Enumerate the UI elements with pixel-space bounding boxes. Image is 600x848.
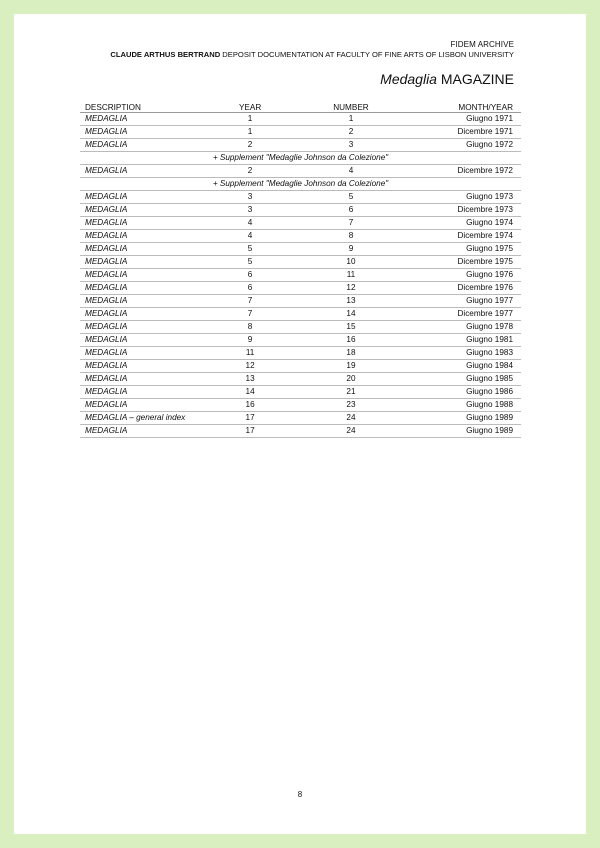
table-row: [80, 334, 521, 347]
cell-number: 7: [291, 217, 412, 230]
cell-year: 16: [210, 399, 291, 412]
cell-year: 4: [210, 230, 291, 243]
table-row: [80, 243, 521, 256]
deposit-header-text: DEPOSIT DOCUMENTATION AT FACULTY OF FINE ARTS OF LISBON UNIVERSITY: [220, 50, 514, 59]
table-row: [80, 282, 521, 295]
cell-description: MEDAGLIA: [80, 256, 210, 269]
cell-description: MEDAGLIA: [80, 347, 210, 360]
column-header-year: YEAR: [210, 101, 291, 113]
cell-year: 1: [210, 126, 291, 139]
cell-description: MEDAGLIA: [80, 334, 210, 347]
cell-number: 8: [291, 230, 412, 243]
cell-year: 7: [210, 308, 291, 321]
cell-year: 9: [210, 334, 291, 347]
supplement-note: + Supplement "Medaglie Johnson da Colezione": [80, 152, 521, 165]
column-header-number: NUMBER: [291, 101, 412, 113]
cell-number: 14: [291, 308, 412, 321]
cell-number: 20: [291, 373, 412, 386]
table-row: [80, 126, 521, 139]
table-row: [80, 139, 521, 152]
cell-year: 12: [210, 360, 291, 373]
table-header-row: [80, 101, 521, 113]
table-row: [80, 386, 521, 399]
cell-description: MEDAGLIA: [80, 321, 210, 334]
table-row: [80, 399, 521, 412]
cell-year: 11: [210, 347, 291, 360]
table-row: [80, 321, 521, 334]
cell-month-year: Giugno 1989: [411, 412, 521, 425]
table-row: [80, 256, 521, 269]
cell-year: 6: [210, 282, 291, 295]
cell-number: 11: [291, 269, 412, 282]
table-row: [80, 412, 521, 425]
cell-number: 5: [291, 191, 412, 204]
table-row: [80, 204, 521, 217]
cell-number: 12: [291, 282, 412, 295]
cell-month-year: Dicembre 1976: [411, 282, 521, 295]
supplement-row: [80, 178, 521, 191]
cell-month-year: Giugno 1975: [411, 243, 521, 256]
holdings-table: [80, 101, 521, 438]
cell-number: 24: [291, 425, 412, 438]
cell-year: 13: [210, 373, 291, 386]
column-header-month-year: MONTH/YEAR: [411, 101, 521, 113]
cell-description: MEDAGLIA: [80, 373, 210, 386]
cell-number: 21: [291, 386, 412, 399]
cell-number: 15: [291, 321, 412, 334]
table-row: [80, 295, 521, 308]
cell-description: MEDAGLIA: [80, 386, 210, 399]
cell-description: MEDAGLIA: [80, 399, 210, 412]
table-row: [80, 425, 521, 438]
cell-year: 4: [210, 217, 291, 230]
deposit-header-name: CLAUDE ARTHUS BERTRAND: [110, 50, 221, 59]
table-row: [80, 373, 521, 386]
cell-year: 14: [210, 386, 291, 399]
cell-month-year: Giugno 1986: [411, 386, 521, 399]
cell-description: MEDAGLIA: [80, 165, 210, 178]
cell-month-year: Giugno 1981: [411, 334, 521, 347]
cell-number: 4: [291, 165, 412, 178]
table-row: [80, 217, 521, 230]
cell-year: 7: [210, 295, 291, 308]
table-row: [80, 191, 521, 204]
cell-month-year: Giugno 1976: [411, 269, 521, 282]
cell-year: 5: [210, 256, 291, 269]
cell-number: 19: [291, 360, 412, 373]
cell-month-year: Dicembre 1971: [411, 126, 521, 139]
cell-month-year: Giugno 1985: [411, 373, 521, 386]
cell-month-year: Giugno 1984: [411, 360, 521, 373]
document-page: [14, 14, 586, 834]
page-title: [380, 71, 514, 87]
cell-number: 18: [291, 347, 412, 360]
cell-month-year: Giugno 1988: [411, 399, 521, 412]
table-body: [80, 113, 521, 438]
cell-month-year: Giugno 1989: [411, 425, 521, 438]
cell-month-year: Dicembre 1974: [411, 230, 521, 243]
cell-year: 8: [210, 321, 291, 334]
cell-description: MEDAGLIA: [80, 126, 210, 139]
cell-description: MEDAGLIA – general index: [80, 412, 210, 425]
table-row: [80, 308, 521, 321]
cell-description: MEDAGLIA: [80, 425, 210, 438]
cell-description: MEDAGLIA: [80, 204, 210, 217]
cell-month-year: Giugno 1972: [411, 139, 521, 152]
cell-description: MEDAGLIA: [80, 308, 210, 321]
cell-month-year: Giugno 1978: [411, 321, 521, 334]
cell-number: 1: [291, 113, 412, 126]
table-row: [80, 269, 521, 282]
page-number: 8: [297, 790, 303, 799]
cell-number: 9: [291, 243, 412, 256]
page-title-rest: MAGAZINE: [436, 71, 514, 87]
table-row: [80, 347, 521, 360]
cell-month-year: Dicembre 1972: [411, 165, 521, 178]
cell-month-year: Dicembre 1973: [411, 204, 521, 217]
cell-description: MEDAGLIA: [80, 282, 210, 295]
cell-description: MEDAGLIA: [80, 113, 210, 126]
cell-year: 2: [210, 139, 291, 152]
cell-number: 6: [291, 204, 412, 217]
cell-year: 3: [210, 191, 291, 204]
cell-year: 17: [210, 425, 291, 438]
cell-description: MEDAGLIA: [80, 191, 210, 204]
table-row: [80, 360, 521, 373]
cell-description: MEDAGLIA: [80, 269, 210, 282]
table-row: [80, 113, 521, 126]
cell-year: 3: [210, 204, 291, 217]
column-header-description: DESCRIPTION: [80, 101, 210, 113]
cell-number: 10: [291, 256, 412, 269]
cell-number: 3: [291, 139, 412, 152]
cell-month-year: Giugno 1973: [411, 191, 521, 204]
cell-year: 1: [210, 113, 291, 126]
supplement-note: + Supplement "Medaglie Johnson da Colezione": [80, 178, 521, 191]
page-title-italic: Medaglia: [380, 71, 437, 87]
cell-description: MEDAGLIA: [80, 243, 210, 256]
table-row: [80, 230, 521, 243]
cell-number: 24: [291, 412, 412, 425]
cell-month-year: Giugno 1983: [411, 347, 521, 360]
cell-number: 2: [291, 126, 412, 139]
table-row: [80, 165, 521, 178]
cell-description: MEDAGLIA: [80, 217, 210, 230]
cell-number: 23: [291, 399, 412, 412]
cell-month-year: Giugno 1977: [411, 295, 521, 308]
deposit-header: [110, 50, 514, 59]
cell-year: 5: [210, 243, 291, 256]
cell-year: 17: [210, 412, 291, 425]
cell-description: MEDAGLIA: [80, 295, 210, 308]
supplement-row: [80, 152, 521, 165]
cell-number: 16: [291, 334, 412, 347]
cell-month-year: Giugno 1974: [411, 217, 521, 230]
cell-year: 2: [210, 165, 291, 178]
cell-month-year: Giugno 1971: [411, 113, 521, 126]
cell-number: 13: [291, 295, 412, 308]
cell-month-year: Dicembre 1975: [411, 256, 521, 269]
cell-year: 6: [210, 269, 291, 282]
cell-month-year: Dicembre 1977: [411, 308, 521, 321]
archive-header: FIDEM ARCHIVE: [450, 40, 514, 49]
cell-description: MEDAGLIA: [80, 230, 210, 243]
cell-description: MEDAGLIA: [80, 360, 210, 373]
cell-description: MEDAGLIA: [80, 139, 210, 152]
